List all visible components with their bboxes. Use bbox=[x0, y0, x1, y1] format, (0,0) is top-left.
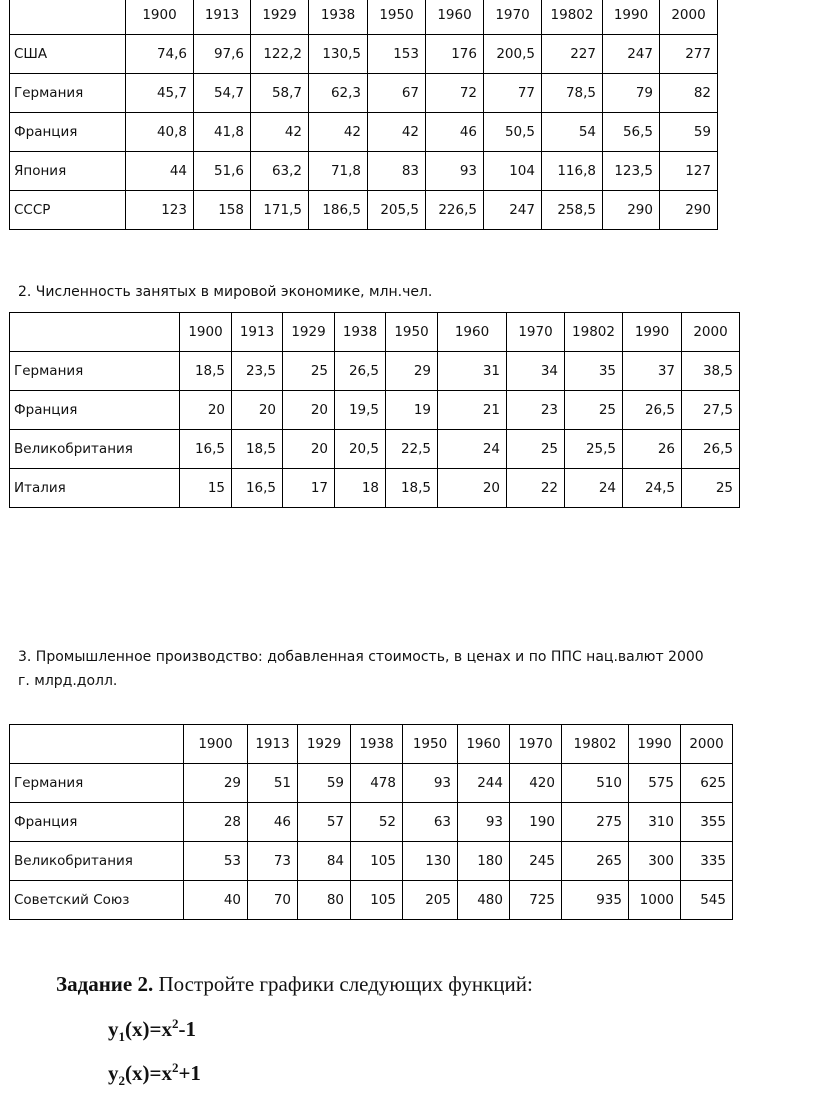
formula-sub: 2 bbox=[118, 1073, 125, 1089]
header-corner-cell bbox=[10, 725, 184, 764]
table-row bbox=[10, 352, 740, 391]
value-cell: 123 bbox=[126, 191, 194, 230]
year-header-cell: 1938 bbox=[335, 313, 386, 352]
table-row bbox=[10, 803, 733, 842]
value-cell: 247 bbox=[603, 35, 660, 74]
value-cell: 205 bbox=[403, 881, 458, 920]
value-cell: 50,5 bbox=[484, 113, 542, 152]
value-cell: 38,5 bbox=[682, 352, 740, 391]
value-cell: 20,5 bbox=[335, 430, 386, 469]
table-row bbox=[10, 152, 718, 191]
table-2-employment bbox=[9, 312, 740, 508]
value-cell: 180 bbox=[458, 842, 510, 881]
value-cell: 244 bbox=[458, 764, 510, 803]
value-cell: 18 bbox=[335, 469, 386, 508]
table-row bbox=[10, 74, 718, 113]
value-cell: 935 bbox=[562, 881, 629, 920]
value-cell: 478 bbox=[351, 764, 403, 803]
value-cell: 35 bbox=[565, 352, 623, 391]
value-cell: 245 bbox=[510, 842, 562, 881]
year-header-cell: 1960 bbox=[426, 0, 484, 35]
year-header-cell: 1900 bbox=[126, 0, 194, 35]
value-cell: 158 bbox=[194, 191, 251, 230]
value-cell: 73 bbox=[248, 842, 298, 881]
value-cell: 290 bbox=[660, 191, 718, 230]
table-row bbox=[10, 842, 733, 881]
country-name-cell: СССР bbox=[10, 191, 126, 230]
year-header-cell: 1950 bbox=[386, 313, 438, 352]
value-cell: 480 bbox=[458, 881, 510, 920]
value-cell: 18,5 bbox=[386, 469, 438, 508]
value-cell: 46 bbox=[248, 803, 298, 842]
value-cell: 72 bbox=[426, 74, 484, 113]
formula-y2 bbox=[108, 1060, 201, 1089]
header-corner-cell bbox=[10, 0, 126, 35]
value-cell: 41,8 bbox=[194, 113, 251, 152]
year-header-cell: 1950 bbox=[403, 725, 458, 764]
value-cell: 625 bbox=[681, 764, 733, 803]
task-heading bbox=[56, 972, 533, 997]
value-cell: 247 bbox=[484, 191, 542, 230]
table-row bbox=[10, 191, 718, 230]
value-cell: 26,5 bbox=[335, 352, 386, 391]
value-cell: 16,5 bbox=[232, 469, 283, 508]
value-cell: 20 bbox=[180, 391, 232, 430]
formula-fn: y bbox=[108, 1061, 119, 1085]
value-cell: 29 bbox=[184, 764, 248, 803]
value-cell: 23,5 bbox=[232, 352, 283, 391]
year-header-cell: 1900 bbox=[184, 725, 248, 764]
country-name-cell: Германия bbox=[10, 352, 180, 391]
value-cell: 63,2 bbox=[251, 152, 309, 191]
value-cell: 130,5 bbox=[309, 35, 368, 74]
year-header-cell: 1990 bbox=[623, 313, 682, 352]
country-name-cell: Франция bbox=[10, 113, 126, 152]
value-cell: 52 bbox=[351, 803, 403, 842]
year-header-cell: 1960 bbox=[458, 725, 510, 764]
value-cell: 57 bbox=[298, 803, 351, 842]
value-cell: 44 bbox=[126, 152, 194, 191]
value-cell: 46 bbox=[426, 113, 484, 152]
value-cell: 200,5 bbox=[484, 35, 542, 74]
table-header-row bbox=[10, 0, 718, 35]
year-header-cell: 1913 bbox=[248, 725, 298, 764]
value-cell: 71,8 bbox=[309, 152, 368, 191]
value-cell: 56,5 bbox=[603, 113, 660, 152]
value-cell: 51 bbox=[248, 764, 298, 803]
value-cell: 17 bbox=[283, 469, 335, 508]
table-2-caption: 2. Численность занятых в мировой экономике, млн.чел. bbox=[18, 284, 433, 300]
year-header-cell: 1960 bbox=[438, 313, 507, 352]
value-cell: 186,5 bbox=[309, 191, 368, 230]
value-cell: 25,5 bbox=[565, 430, 623, 469]
value-cell: 24,5 bbox=[623, 469, 682, 508]
table-row bbox=[10, 430, 740, 469]
table-row bbox=[10, 391, 740, 430]
value-cell: 34 bbox=[507, 352, 565, 391]
value-cell: 93 bbox=[458, 803, 510, 842]
value-cell: 171,5 bbox=[251, 191, 309, 230]
value-cell: 29 bbox=[386, 352, 438, 391]
formula-fn: y bbox=[108, 1017, 119, 1041]
value-cell: 23 bbox=[507, 391, 565, 430]
value-cell: 24 bbox=[565, 469, 623, 508]
formula-body: (x)=x bbox=[125, 1017, 172, 1041]
country-name-cell: США bbox=[10, 35, 126, 74]
value-cell: 104 bbox=[484, 152, 542, 191]
value-cell: 258,5 bbox=[542, 191, 603, 230]
value-cell: 24 bbox=[438, 430, 507, 469]
value-cell: 227 bbox=[542, 35, 603, 74]
value-cell: 67 bbox=[368, 74, 426, 113]
value-cell: 1000 bbox=[629, 881, 681, 920]
year-header-cell: 1990 bbox=[629, 725, 681, 764]
country-name-cell: Советский Союз bbox=[10, 881, 184, 920]
value-cell: 74,6 bbox=[126, 35, 194, 74]
year-header-cell: 1970 bbox=[484, 0, 542, 35]
value-cell: 725 bbox=[510, 881, 562, 920]
value-cell: 59 bbox=[660, 113, 718, 152]
header-corner-cell bbox=[10, 313, 180, 352]
country-name-cell: Франция bbox=[10, 391, 180, 430]
year-header-cell: 1929 bbox=[251, 0, 309, 35]
year-header-cell: 1970 bbox=[507, 313, 565, 352]
value-cell: 290 bbox=[603, 191, 660, 230]
year-header-cell: 1950 bbox=[368, 0, 426, 35]
value-cell: 105 bbox=[351, 842, 403, 881]
value-cell: 122,2 bbox=[251, 35, 309, 74]
value-cell: 19 bbox=[386, 391, 438, 430]
country-name-cell: Великобритания bbox=[10, 842, 184, 881]
value-cell: 51,6 bbox=[194, 152, 251, 191]
value-cell: 355 bbox=[681, 803, 733, 842]
table-row bbox=[10, 469, 740, 508]
task-text: Постройте графики следующих функций: bbox=[153, 972, 533, 996]
value-cell: 19,5 bbox=[335, 391, 386, 430]
value-cell: 31 bbox=[438, 352, 507, 391]
country-name-cell: Япония bbox=[10, 152, 126, 191]
year-header-cell: 2000 bbox=[681, 725, 733, 764]
value-cell: 37 bbox=[623, 352, 682, 391]
value-cell: 265 bbox=[562, 842, 629, 881]
formula-tail: -1 bbox=[178, 1017, 196, 1041]
value-cell: 277 bbox=[660, 35, 718, 74]
value-cell: 20 bbox=[232, 391, 283, 430]
value-cell: 25 bbox=[682, 469, 740, 508]
formula-y1 bbox=[108, 1016, 196, 1045]
task-label: Задание 2. bbox=[56, 972, 154, 996]
value-cell: 97,6 bbox=[194, 35, 251, 74]
table-3-caption: 3. Промышленное производство: добавленная стоимость, в ценах и по ППС нац.валют 2000 г. млрд.долл. bbox=[18, 649, 704, 689]
value-cell: 45,7 bbox=[126, 74, 194, 113]
year-header-cell: 19802 bbox=[562, 725, 629, 764]
table-row bbox=[10, 113, 718, 152]
value-cell: 105 bbox=[351, 881, 403, 920]
value-cell: 59 bbox=[298, 764, 351, 803]
value-cell: 40,8 bbox=[126, 113, 194, 152]
value-cell: 93 bbox=[426, 152, 484, 191]
value-cell: 84 bbox=[298, 842, 351, 881]
table-3-industrial-output bbox=[9, 724, 733, 920]
year-header-cell: 1938 bbox=[309, 0, 368, 35]
year-header-cell: 19802 bbox=[542, 0, 603, 35]
value-cell: 20 bbox=[283, 430, 335, 469]
year-header-cell: 1900 bbox=[180, 313, 232, 352]
value-cell: 20 bbox=[283, 391, 335, 430]
value-cell: 153 bbox=[368, 35, 426, 74]
country-name-cell: Германия bbox=[10, 764, 184, 803]
value-cell: 15 bbox=[180, 469, 232, 508]
value-cell: 25 bbox=[565, 391, 623, 430]
value-cell: 93 bbox=[403, 764, 458, 803]
year-header-cell: 1929 bbox=[298, 725, 351, 764]
country-name-cell: Италия bbox=[10, 469, 180, 508]
table-row bbox=[10, 764, 733, 803]
value-cell: 190 bbox=[510, 803, 562, 842]
value-cell: 42 bbox=[309, 113, 368, 152]
value-cell: 22,5 bbox=[386, 430, 438, 469]
year-header-cell: 1913 bbox=[194, 0, 251, 35]
formula-body: (x)=x bbox=[125, 1061, 172, 1085]
year-header-cell: 2000 bbox=[660, 0, 718, 35]
value-cell: 70 bbox=[248, 881, 298, 920]
value-cell: 130 bbox=[403, 842, 458, 881]
value-cell: 116,8 bbox=[542, 152, 603, 191]
table-row bbox=[10, 881, 733, 920]
table-header-row bbox=[10, 725, 733, 764]
value-cell: 575 bbox=[629, 764, 681, 803]
value-cell: 18,5 bbox=[232, 430, 283, 469]
value-cell: 83 bbox=[368, 152, 426, 191]
value-cell: 28 bbox=[184, 803, 248, 842]
table-header-row bbox=[10, 313, 740, 352]
value-cell: 20 bbox=[438, 469, 507, 508]
table-1-gdp bbox=[9, 0, 718, 230]
year-header-cell: 1938 bbox=[351, 725, 403, 764]
value-cell: 127 bbox=[660, 152, 718, 191]
value-cell: 420 bbox=[510, 764, 562, 803]
formula-sub: 1 bbox=[118, 1029, 125, 1045]
value-cell: 42 bbox=[368, 113, 426, 152]
value-cell: 79 bbox=[603, 74, 660, 113]
value-cell: 54 bbox=[542, 113, 603, 152]
value-cell: 82 bbox=[660, 74, 718, 113]
value-cell: 16,5 bbox=[180, 430, 232, 469]
value-cell: 510 bbox=[562, 764, 629, 803]
value-cell: 54,7 bbox=[194, 74, 251, 113]
value-cell: 26,5 bbox=[623, 391, 682, 430]
value-cell: 123,5 bbox=[603, 152, 660, 191]
value-cell: 226,5 bbox=[426, 191, 484, 230]
value-cell: 176 bbox=[426, 35, 484, 74]
value-cell: 78,5 bbox=[542, 74, 603, 113]
country-name-cell: Франция bbox=[10, 803, 184, 842]
value-cell: 80 bbox=[298, 881, 351, 920]
value-cell: 26,5 bbox=[682, 430, 740, 469]
value-cell: 22 bbox=[507, 469, 565, 508]
value-cell: 63 bbox=[403, 803, 458, 842]
value-cell: 205,5 bbox=[368, 191, 426, 230]
formula-tail: +1 bbox=[178, 1061, 201, 1085]
value-cell: 545 bbox=[681, 881, 733, 920]
value-cell: 335 bbox=[681, 842, 733, 881]
value-cell: 310 bbox=[629, 803, 681, 842]
value-cell: 40 bbox=[184, 881, 248, 920]
value-cell: 53 bbox=[184, 842, 248, 881]
country-name-cell: Великобритания bbox=[10, 430, 180, 469]
country-name-cell: Германия bbox=[10, 74, 126, 113]
value-cell: 25 bbox=[283, 352, 335, 391]
value-cell: 275 bbox=[562, 803, 629, 842]
year-header-cell: 1970 bbox=[510, 725, 562, 764]
year-header-cell: 19802 bbox=[565, 313, 623, 352]
value-cell: 58,7 bbox=[251, 74, 309, 113]
value-cell: 18,5 bbox=[180, 352, 232, 391]
value-cell: 77 bbox=[484, 74, 542, 113]
value-cell: 26 bbox=[623, 430, 682, 469]
value-cell: 300 bbox=[629, 842, 681, 881]
year-header-cell: 2000 bbox=[682, 313, 740, 352]
value-cell: 42 bbox=[251, 113, 309, 152]
value-cell: 62,3 bbox=[309, 74, 368, 113]
year-header-cell: 1913 bbox=[232, 313, 283, 352]
formula-exp: 2 bbox=[171, 1060, 179, 1075]
value-cell: 21 bbox=[438, 391, 507, 430]
value-cell: 27,5 bbox=[682, 391, 740, 430]
table-row bbox=[10, 35, 718, 74]
formula-exp: 2 bbox=[171, 1016, 179, 1031]
year-header-cell: 1990 bbox=[603, 0, 660, 35]
value-cell: 25 bbox=[507, 430, 565, 469]
year-header-cell: 1929 bbox=[283, 313, 335, 352]
